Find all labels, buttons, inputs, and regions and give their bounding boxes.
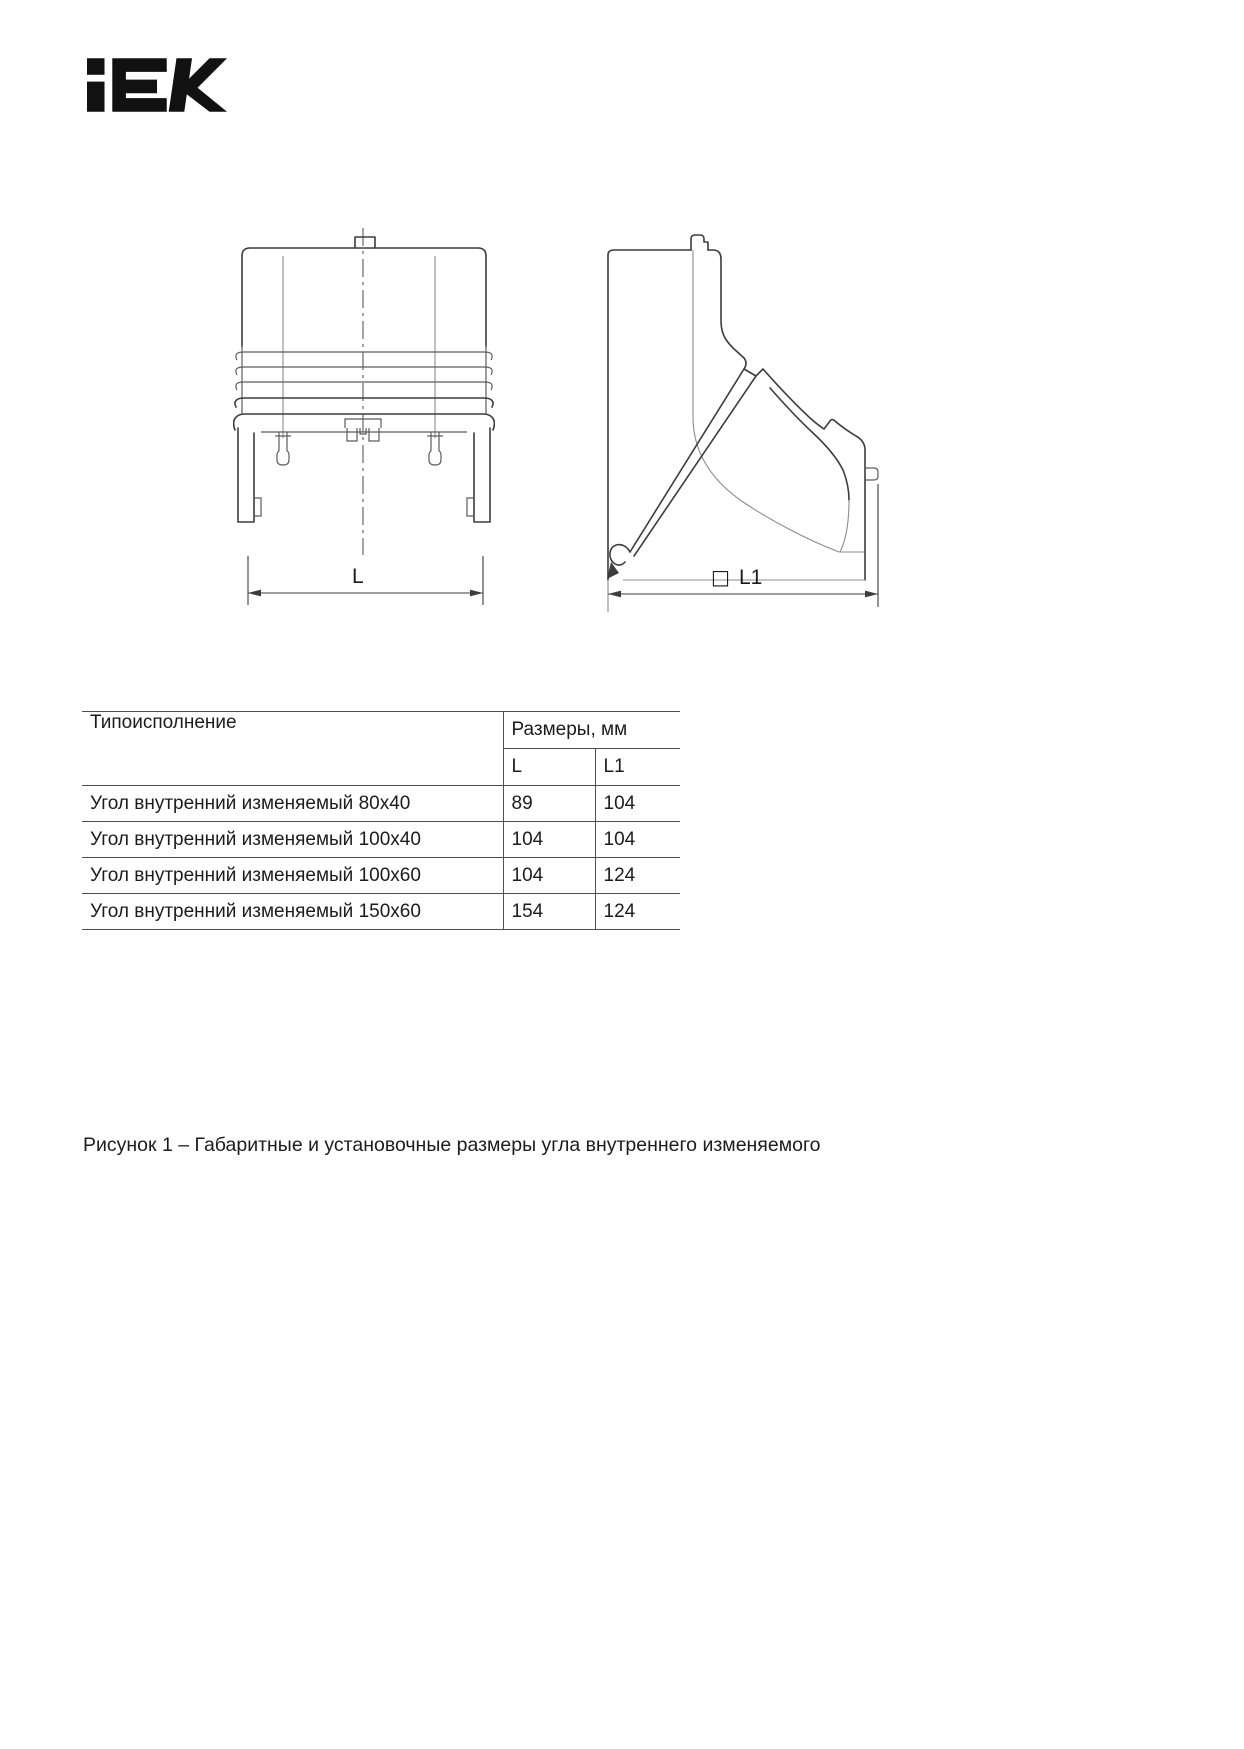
right-leg [474,428,490,522]
right-leg-tab [467,498,474,516]
left-leg [238,428,254,522]
arrow-right-icon [865,591,878,598]
table-header-type: Типоисполнение [82,712,503,786]
arrow-left-icon [248,590,261,597]
front-view-drawing [233,222,495,614]
right-arm-lower-thin [840,500,849,552]
side-view-body [607,235,878,612]
left-leg-tab [254,498,261,516]
upper-body-outline [242,248,486,346]
table-row [82,894,680,930]
upper-block-right [708,250,744,358]
top-tab-side [691,235,708,250]
l-cell: 154 [503,894,595,930]
table-row [82,822,680,858]
square-symbol: □ [711,565,730,589]
type-cell: Угол внутренний изменяемый 100x60 [82,858,503,894]
adjustment-arc [693,250,839,552]
arrow-left-icon [608,591,621,598]
l1-cell: 124 [595,894,680,930]
side-view-drawing [593,222,893,614]
type-cell: Угол внутренний изменяемый 100x40 [82,822,503,858]
wedge-upper-edge [630,358,746,552]
iek-logo-glyphs [87,58,227,111]
foot-curl [610,545,630,565]
table-header-sizes: Размеры, мм [503,712,680,749]
rib-line-1 [236,352,492,360]
type-cell: Угол внутренний изменяемый 80x40 [82,786,503,822]
l-cell: 104 [503,858,595,894]
figure-caption: Рисунок 1 – Габаритные и установочные размеры угла внутреннего изменяемого [83,1134,821,1156]
table-subheader-l: L [503,749,595,786]
right-arm-upper-edge [756,369,865,580]
flange-top [234,414,495,430]
rib-line-3 [236,382,492,390]
rib-line-2 [236,367,492,375]
wedge-lower-edge [634,376,756,556]
logo-i-dot [87,58,105,75]
dimensions-table [82,711,680,930]
table-subheader-l1: L1 [595,749,680,786]
front-view-body [234,228,495,555]
dim-label-L: L [352,565,364,588]
logo-e [112,58,166,111]
lower-section-line [235,398,493,407]
arrow-right-icon [470,590,483,597]
back-wall [608,250,691,580]
table-row [82,858,680,894]
table-row [82,786,680,822]
top-tab [355,237,375,248]
dim-label-L1: L1 [739,566,763,589]
l1-cell: 104 [595,822,680,858]
logo-i-bar [87,82,105,112]
l-cell: 104 [503,822,595,858]
right-tab [865,468,878,480]
logo-k-lower-arm [180,82,227,112]
type-cell: Угол внутренний изменяемый 150x60 [82,894,503,930]
l1-cell: 104 [595,786,680,822]
wedge-notch [744,369,756,376]
l-cell: 89 [503,786,595,822]
iek-logo [87,58,229,112]
l1-cell: 124 [595,858,680,894]
dimension-L [248,556,483,605]
right-arm-lower-edge [770,388,849,500]
